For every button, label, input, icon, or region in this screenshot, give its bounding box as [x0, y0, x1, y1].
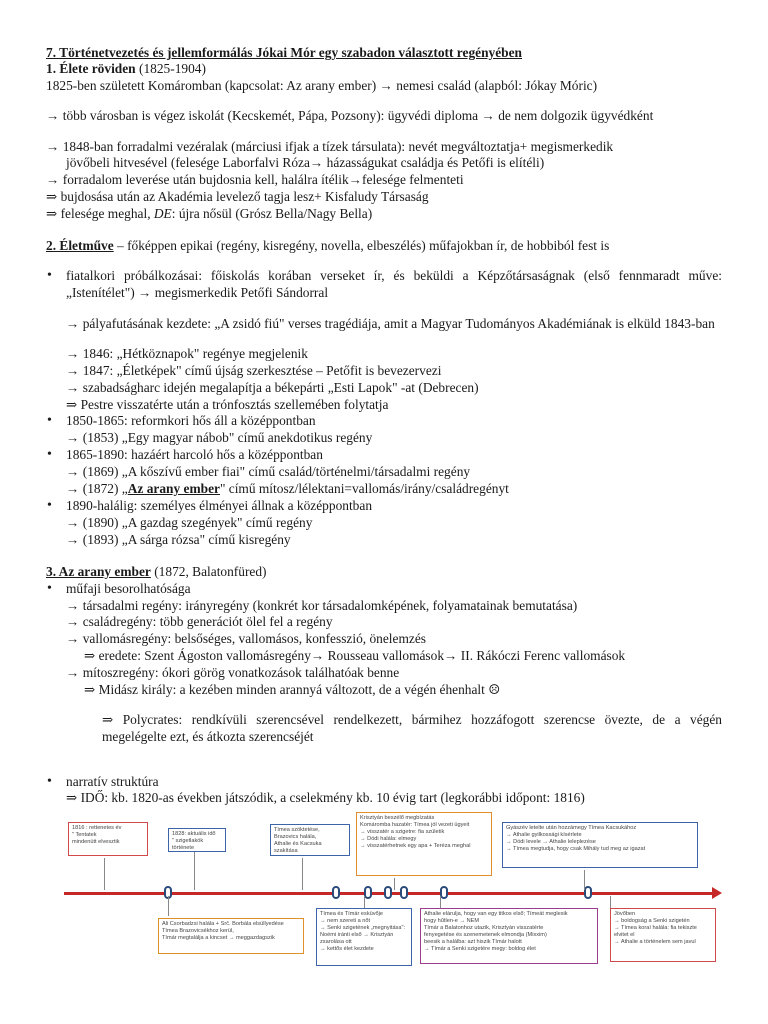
- heading-desc: – főképpen epikai (regény, kisregény, novella, elbeszélés) műfajokban ír, de hobbiból fest is: [113, 238, 610, 254]
- event-text: Gyászév letelte után hozzámegy Tímea Kacsukához: [506, 825, 637, 831]
- list-item: • 1850-1865: reformkori hős áll a középpontban: [46, 413, 722, 430]
- timeline-connector: [364, 896, 365, 908]
- list-item: • műfaji besorolhatósága: [46, 581, 722, 598]
- list-item: • fiatalkori próbálkozásai: főiskolás korában verseket ír, és beküldi a Képzőtársaságnak (első fennmaradt műve: „Istenítélet") → megismerkedik Petőfi Sándorral: [46, 268, 722, 302]
- list-item: ⇒ Pestre visszatérte után a trónfosztás szellemében folytatja: [66, 396, 389, 412]
- plot-timeline: [64, 812, 724, 982]
- event-text: → Dódi levele → Athalie leleplezése: [506, 839, 596, 845]
- heading-text: 1. Élete röviden: [46, 61, 136, 76]
- list-item: → társadalmi regény: irányregény (konkrét kor társadalomképének, folyamatainak bemutatása): [66, 597, 578, 613]
- event-text: Brazovics halála,: [274, 834, 317, 840]
- event-text: Athalie és Kacsuka szakítása: [274, 841, 322, 854]
- event-text: mindenütt elvesztik: [72, 839, 120, 845]
- list-item: ⇒ Polycrates: rendkívüli szerencsével rendelkezett, bármihez hozzáfogott szerencse övezte, de a végén megelégelte ezt, és átkozta szerencséjét: [102, 712, 722, 745]
- timeline-event-box: [270, 824, 350, 856]
- list-item: → 1847: „Életképek" című újság szerkesztése – Petőfit is bevezervezi: [66, 362, 442, 378]
- list-item: • 1865-1890: hazáért harcoló hős a középpontban: [46, 447, 722, 464]
- heading-text: 2. Életműve: [46, 238, 114, 254]
- life-line: jövőbeli hitvesével (felesége Laborfalvi Róza→ házasságukat családja és Petőfi is elítéli): [66, 155, 545, 171]
- event-text: → Tímea megtudja, hogy csak Mihály tud meg az igazat: [506, 846, 646, 852]
- timeline-connector: [302, 858, 303, 890]
- list-item: • narratív struktúra: [46, 774, 722, 791]
- life-line: [46, 206, 722, 223]
- event-text: → Senki szigetének „megnyitása":: [320, 925, 405, 931]
- timeline-marker: [440, 886, 448, 899]
- life-line: ⇒ bujdosása után az Akadémia levelező tagja lesz+ Kisfaludy Társaság: [46, 189, 429, 205]
- timeline-marker: [364, 886, 372, 899]
- timeline-connector: [168, 896, 169, 916]
- event-text: Jövőben: [614, 911, 636, 917]
- event-text: Tímár a Balatonhoz utazik, Krisztyán visszatérte: [424, 925, 544, 931]
- event-text: → visszatérhetnek egy apa + Teréza meghal: [360, 843, 471, 849]
- heading-desc: (1872, Balatonfüred): [150, 563, 267, 579]
- list-item: → vallomásregény: belsőséges, vallomásos, konfesszió, önelemzés: [66, 631, 426, 647]
- event-text: → visszatér a szigetre: fia születik: [360, 829, 445, 835]
- timeline-event-box: [158, 918, 304, 954]
- list-emphasis: Az arany ember: [127, 481, 220, 497]
- section-life: [46, 61, 722, 223]
- life-text: ⇒ felesége meghal,: [46, 206, 154, 222]
- event-text: → kettős élet kezdete: [320, 946, 374, 952]
- timeline-connector: [584, 870, 585, 890]
- timeline-marker: [332, 886, 340, 899]
- timeline-marker: [384, 886, 392, 899]
- event-text: hogy hűtlen-e → NEM: [424, 918, 480, 924]
- timeline-connector: [104, 858, 105, 890]
- section-novel: [46, 564, 722, 808]
- timeline-marker: [400, 886, 408, 899]
- list-item: → szabadságharc idején megalapítja a békepárti „Esti Lapok" -at (Debrecen): [66, 379, 479, 395]
- life-emphasis: DE: [153, 206, 172, 222]
- event-text: → Athalie a történelem sem javul: [614, 939, 696, 945]
- heading-dates: (1825-1904): [135, 61, 206, 76]
- event-text: Tímea és Tímár esküvője: [320, 911, 384, 917]
- event-text: Tímár megtalálja a kincset → meggazdagszik: [162, 935, 275, 941]
- timeline-connector: [440, 896, 441, 908]
- event-text: Noémi iránti első → Krisztyán: [320, 932, 394, 938]
- section-works: [46, 238, 722, 549]
- list-item: [46, 481, 722, 498]
- event-text: " szigetlakók története: [172, 838, 204, 851]
- heading-text: 3. Az arany ember: [46, 563, 151, 579]
- timeline-connector: [194, 852, 195, 890]
- list-item: ⇒ eredete: Szent Ágoston vallomásregény→ Rousseau vallomások→ II. Rákóczi Ferenc vallomások: [84, 648, 626, 664]
- timeline-event-box: [502, 822, 698, 868]
- event-text: Ali Csorbadzsi halála + Srč. Borbála elsüllyedése: [162, 921, 284, 927]
- event-text: beesik a halálba: azt hiszik Tímár halott: [424, 939, 522, 945]
- timeline-connector: [394, 878, 395, 890]
- list-item: → (1890) „A gazdag szegények" című regény: [66, 514, 313, 530]
- list-item: → családregény: több generációt ölel fel a regény: [66, 614, 333, 630]
- event-text: fenyegetése és szenemetenek elmondja (Mixxim): [424, 932, 547, 938]
- timeline-event-box: [316, 908, 412, 966]
- list-item: • 1890-halálig: személyes élményei állnak a középpontban: [46, 498, 722, 515]
- event-text: → Dódi halála: elmegy: [360, 836, 417, 842]
- event-text: Tímea Brazovicsékhoz kerül,: [162, 928, 234, 934]
- timeline-marker: [584, 886, 592, 899]
- list-item: → mítoszregény: ókori görög vonatkozások találhatóak benne: [66, 665, 400, 681]
- event-text: → Tímea koraí halála: fia tekiszte: [614, 925, 697, 931]
- timeline-connector: [610, 896, 611, 908]
- event-text: Krisztyán beszélő megbízatás: [360, 815, 435, 821]
- list-item: → (1869) „A kőszívű ember fiai" című család/történelmi/társadalmi regény: [66, 464, 471, 480]
- list-item: → (1853) „Egy magyar nábob" című anekdotikus regény: [66, 430, 373, 446]
- list-text: " című mítosz/lélektani=vallomás/irány/családregényt: [219, 481, 509, 497]
- list-item: → pályafutásának kezdete: „A zsidó fiú" verses tragédiája, amit a Magyar Tudományos Akadémiának is elküld 1843-ban: [66, 315, 715, 331]
- list-item: → 1846: „Hétköznapok" regénye megjelenik: [66, 345, 308, 361]
- document-page: [46, 44, 722, 807]
- event-text: " Tentatek: [72, 832, 97, 838]
- life-line: → több városban is végez iskolát (Kecskemét, Pápa, Pozsony): ügyvédi diploma → de nem dolgozik ügyvédként: [46, 108, 654, 124]
- event-text: zsarolása ott: [320, 939, 352, 945]
- timeline-event-box: [168, 828, 226, 852]
- list-item: → (1893) „A sárga rózsa" című kisregény: [66, 531, 291, 547]
- section-novel-heading: [46, 564, 722, 581]
- section-life-heading: [46, 61, 722, 78]
- event-text: 1816 : rettenetes év: [72, 825, 122, 831]
- event-text: → boldogság a Senki szigetén: [614, 918, 690, 924]
- list-item: ⇒ IDŐ: kb. 1820-as években játszódik, a cselekmény kb. 10 évig tart (legkorábbi időpont: 1816): [66, 790, 585, 806]
- event-text: 1828: aktuális idő: [172, 831, 216, 837]
- section-works-heading: [46, 238, 722, 255]
- timeline-event-box: [420, 908, 598, 964]
- event-text: Komáromba hazatér: Tímea jól vezeti ügyeit: [360, 822, 470, 828]
- life-line: → 1848-ban forradalmi vezéralak (márciusi ifjak a tízek társulata): nevét megváltoztatja+ megismerkedik: [46, 138, 614, 154]
- timeline-arrow-icon: [712, 887, 722, 899]
- timeline-event-box: [68, 822, 148, 856]
- event-text: Tímea szöktetése,: [274, 827, 320, 833]
- page-title: 7. Történetvezetés és jellemformálás Jókai Mór egy szabadon választott regényében: [46, 45, 523, 60]
- life-line: → forradalom leverése után bujdosnia kell, halálra ítélik→felesége felmenteti: [46, 172, 464, 188]
- event-text: → Athalie gyilkossági kísérlete: [506, 832, 582, 838]
- event-text: → nem szereti a nőt: [320, 918, 371, 924]
- event-text: elvitet el: [614, 932, 635, 938]
- timeline-event-box: [356, 812, 492, 876]
- list-text: → (1872) „: [66, 481, 128, 497]
- list-item: ⇒ Midász király: a kezében minden arannyá változott, de a végén éhenhalt ☹: [84, 682, 501, 698]
- life-text: : újra nősül (Grósz Bella/Nagy Bella): [171, 206, 373, 222]
- event-text: → Tímár a Senki szigetére megy: boldog élet: [424, 946, 536, 952]
- event-text: Athalie elárulja, hogy van egy titkos első; Tímeát meglesik: [424, 911, 568, 917]
- timeline-event-box: [610, 908, 716, 962]
- life-line: 1825-ben született Komáromban (kapcsolat: Az arany ember) → nemesi család (alapból: Jókay Móric): [46, 77, 598, 93]
